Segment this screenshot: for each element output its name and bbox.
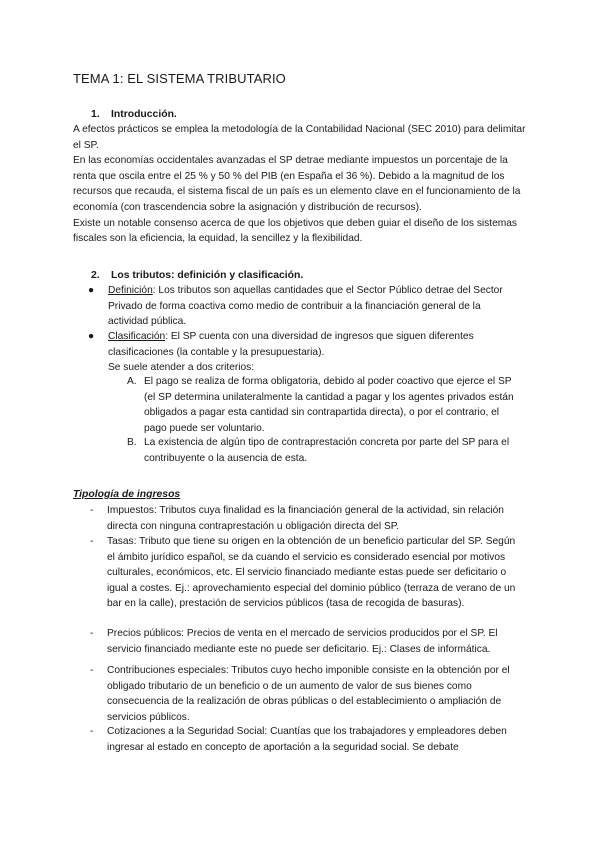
bullet-dot: ●	[88, 331, 95, 342]
list-item-text: Contribuciones especiales: Tributos cuyo hecho imponible consiste en la obtención por el obligado tributario de un beneficio o de un aumento de valor de sus bienes como consecuencia de la realización de obras públicas o del establecimiento o ampliación de servicios públicos.	[107, 665, 510, 723]
criteria-intro: Se suele atender a dos criterios:	[108, 362, 255, 374]
dash-mark: -	[90, 628, 94, 639]
list-item-text: Impuestos: Tributos cuya finalidad es la financiación general de la actividad, sin relación directa con ninguna contraprestación u obligación directa del SP.	[107, 505, 504, 532]
criterion-a-text: El pago se realiza de forma obligatoria, debido al poder coactivo que ejerce el SP (el SP determina unilateralmente la cantidad a pagar y los agentes privados están obligados a pagar esta cantidad sin contrapartida directa), o por el contrario, el pago puede ser voluntario.	[144, 376, 514, 434]
intro-paragraph-2: En las economías occidentales avanzadas el SP detrae mediante impuestos un porcentaje de la renta que oscila entre el 25 % y 50 % del PIB (en España el 36 %). Debido a la magnitud de los recursos que recauda, el sistema fiscal de un país es un elemento clave en el funcionamiento de la economía (con trascendencia sobre la asignación y distribución de recursos).	[73, 155, 521, 213]
section-2-heading	[91, 268, 303, 284]
criterion-a-label: A.	[127, 376, 137, 387]
list-item-cotizaciones	[90, 724, 520, 755]
list-item-impuestos	[90, 503, 520, 534]
definition-bullet	[88, 283, 518, 330]
classification-label: Clasificación	[108, 331, 166, 342]
dash-mark: -	[90, 726, 94, 737]
page-title: TEMA 1: EL SISTEMA TRIBUTARIO	[73, 71, 286, 86]
classification-text: : El SP cuenta con una diversidad de ingresos que siguen diferentes clasificaciones (la contable y la presupuestaria).	[108, 331, 474, 358]
list-item-text: Tasas: Tributo que tiene su origen en la obtención de un beneficio particular del SP. Según el ámbito jurídico español, se da cuando el servicio es considerado esencial por motivos culturales, económicos, etc. El servicio financiado mediante estas puede ser deficitario o igual a costes. Ej.: aprovechamiento especial del dominio público (terraza de verano de un bar en la calle), prestación de servicios públicos (tasa de recogida de basuras).	[107, 536, 516, 610]
dash-mark: -	[90, 505, 94, 516]
dash-mark: -	[90, 665, 94, 676]
tipologia-heading: Tipología de ingresos	[73, 489, 181, 500]
section-1-number: 1.	[91, 109, 100, 120]
section-1-heading	[91, 107, 177, 123]
section-2-title: Los tributos: definición y clasificación.	[111, 270, 304, 281]
criterion-b-text: La existencia de algún tipo de contraprestación concreta por parte del SP para el contribuyente o la ausencia de esta.	[144, 437, 510, 464]
list-item-contribuciones-especiales	[90, 663, 520, 725]
criterion-b-label: B.	[127, 437, 137, 448]
bullet-dot: ●	[88, 285, 95, 296]
intro-paragraph-3: Existe un notable consenso acerca de que los objetivos que deben guiar el diseño de los sistemas fiscales son la eficiencia, la equidad, la sencillez y la flexibilidad.	[73, 217, 518, 245]
section-1-body	[73, 122, 528, 247]
list-item-precios-publicos	[90, 626, 520, 657]
list-item-tasas	[90, 534, 520, 612]
section-2-number: 2.	[91, 270, 100, 281]
list-item-text: Precios públicos: Precios de venta en el mercado de servicios producidos por el SP. El servicio financiado mediante este no puede ser deficitario. Ej.: Clases de informática.	[107, 628, 498, 655]
section-1-title: Introducción.	[111, 109, 177, 120]
criterion-b	[127, 435, 522, 466]
intro-paragraph-1: A efectos prácticos se emplea la metodología de la Contabilidad Nacional (SEC 2010) para delimitar el SP.	[73, 124, 526, 151]
list-item-text: Cotizaciones a la Seguridad Social: Cuantías que los trabajadores y empleadores deben ingresar al estado en concepto de aportación a la seguridad social. Se debate	[107, 726, 507, 753]
definition-text: : Los tributos son aquellas cantidades que el Sector Público detrae del Sector Privado de forma coactiva como medio de contribuir a la financiación general de la actividad pública.	[108, 285, 503, 328]
criterion-a	[127, 374, 522, 436]
definition-label: Definición	[108, 285, 153, 296]
classification-bullet	[88, 329, 518, 376]
dash-mark: -	[90, 536, 94, 547]
